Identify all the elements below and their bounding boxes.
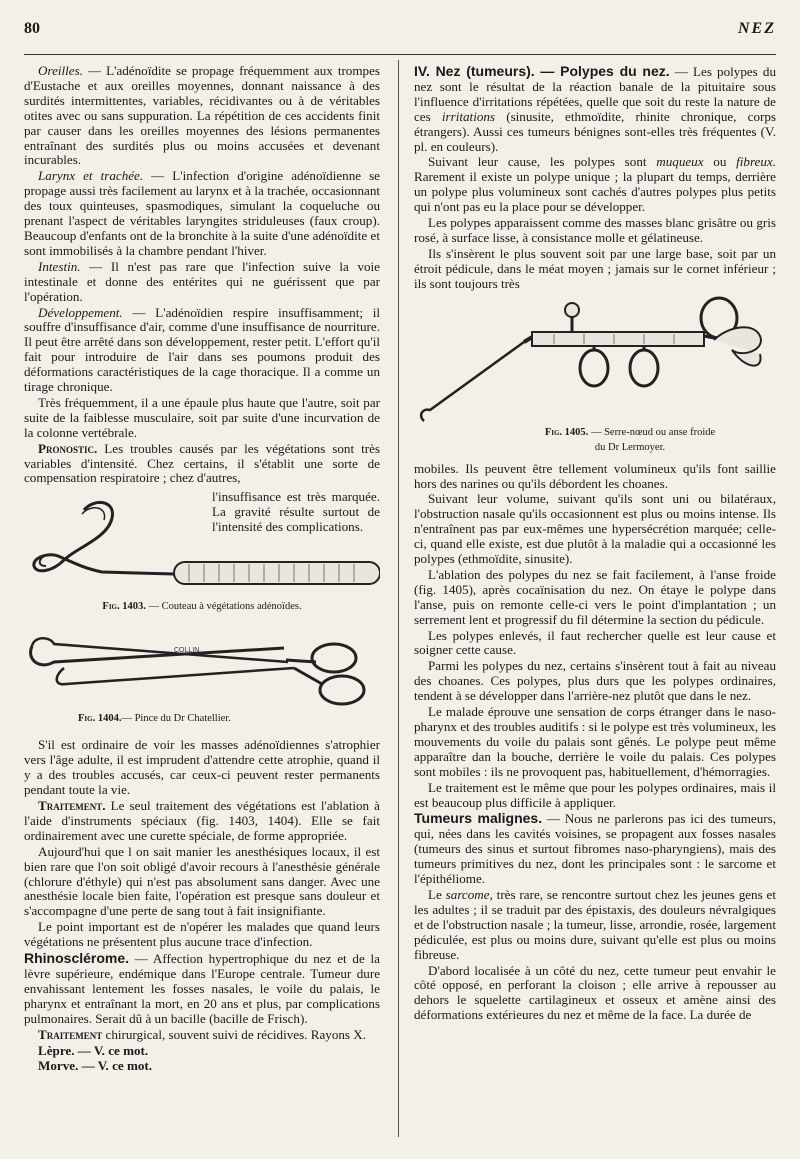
running-head: NEZ [738,20,776,37]
figure-1404-caption: Fig. 1404.— Pince du Dr Chatellier. [78,713,231,725]
paragraph-developpement: Développement. — L'adénoïdien respire insuffisamment; il souffre d'insuffisance d'air, comme d'une insuffisance de nourriture. Il peut être arrêté dans son développement, rester petit. L'effort qu'il fait pour introduire de l'air dans ses poumons produit des déformations caractéristiques de la cage thoracique. Il a comme un tirage chronique. [24,304,380,395]
paragraph-rhino-traitement: Traitement chirurgical, souvent suivi de récidives. Rayons X. [38,1026,367,1042]
paragraph-oreilles: Oreilles. — L'adénoïdite se propage fréquemment aux trompes d'Eustache et aux oreilles moyennes, donnant naissance à des surdités intermittentes, variables, récidivantes ou à de véritables otites avec ou sans suppuration. La répétition de ces accidents finit par causer dans les oreilles moyennes des lésions permanentes entraînant des surdités plus ou moins accusées et devenant incurables. [24,63,380,168]
paragraph-larynx: Larynx et trachée. — L'infection d'origine adénoïdienne se propage aussi très facilement au larynx et à la trachée, occasionnant des toux quinteuses, spasmodiques, simulant la coqueluche ou prenant l'aspect de véritables laryngites striduleuses (faux croup). Beaucoup d'enfants ont de la bronchite à la suite d'une adénoïdite et sont immobilisés à la chambre pendant l'hiver. [24,168,380,258]
header-rule [24,54,776,55]
paragraph-polypes-volume: Suivant leur volume, suivant qu'ils sont uni ou bilatéraux, l'obstruction nasale qu'ils occasionnent est plus ou moins intense. Ils n'entraînent pas par eux-mêmes une hypersécrétion marquée; celle-ci, quand elle existe, est due plutôt à la maladie qui a occasionné les polypes (ethmoïdite, sinusite). [414,491,776,567]
page-header [24,18,776,42]
page-number: 80 [24,20,40,37]
paragraph-polypes-ablation: L'ablation des polypes du nez se fait facilement, à l'anse froide (fig. 1405), après cocaïnisation du nez. On étaye le polype dans l'anse, puis on remonte celle-ci vers le point d'implantation ; un serrement lent et progressif du fil détermine la section du pédicule. [414,566,776,627]
entry-lepre: Lèpre. — V. ce mot. [38,1042,149,1058]
paragraph-pronostic: Pronostic. Les troubles causés par les végétations sont très variables d'intensité. Chez certains, il s'établit une sorte de compensation respiratoire ; chez d'autres, [24,440,380,486]
pronostic-continued: l'insuffisance est très marquée. La gravité résulte surtout de l'intensité des complications. [212,489,380,535]
chatellier-forceps-illustration [24,632,380,712]
figure-1403-caption: Fig. 1403. — Couteau à végétations adénoïdes. [102,601,302,613]
entry-morve: Morve. — V. ce mot. [38,1058,153,1074]
paragraph-polypes-enleves: Les polypes enlevés, il faut rechercher quelle est leur cause et soigner cette cause. [414,627,776,658]
paragraph-polypes-mobiles: mobiles. Ils peuvent être tellement volumineux qu'ils font saillie hors des narines ou qu'ils débordent les choanes. [414,460,776,491]
paragraph-tumeurs-malignes: Tumeurs malignes. — Nous ne parlerons pas ici des tumeurs, qui, nées dans les cavités voisines, se propagent aux fosses nasales (tumeurs des sinus et surtout fibromes naso-pharyngiens), mais des tumeurs primitives du nez, dont les principales sont : le sarcome et l'épithéliome. [414,810,776,887]
column-divider [398,60,399,1137]
paragraph-polypes-aspect: Les polypes apparaissent comme des masses blanc grisâtre ou gris rosé, à surface lisse, à consistance molle et gélatineuse. [414,215,776,245]
paragraph-polypes-choanes: Parmi les polypes du nez, certains s'insèrent tout à fait au niveau des choanes. Ces polypes, plus durs que les polypes ordinaires, tendent à se développer dans l'arrière-nez plutôt que dans le nez. [414,658,776,704]
paragraph-polypes-malade: Le malade éprouve une sensation de corps étranger dans le naso-pharynx et des troubles auditifs : si le polype est très volumineux, les mouvements du voile du palais sont gênés. Le polype peut même apparaître dan la bouche, derrière le voile du palais. Ces polypes sont mobiles : ils ne provoquent pas, habituellement, d'hémorragies. [414,704,776,779]
paragraph-localisation: D'abord localisée à un côté du nez, cette tumeur peut envahir le côté opposé, en perforant la cloison ; elle arrive à repousser au dehors le squelette cartilagineux et osseux et amène ainsi des déformations extérieures du nez et même de la face. La durée de [414,962,776,1023]
figure-1403 [24,490,380,618]
forceps-engraving: COLLIN [174,647,200,655]
figure-1404 [24,632,380,732]
paragraph-polypes-traitement: Le traitement est le même que pour les polypes ordinaires, mais il est beaucoup plus difficile à appliquer. [414,779,776,810]
paragraph-polypes-cause: Suivant leur cause, les polypes sont muqueux ou fibreux. Rarement il existe un polype unique ; la plupart du temps, derrière un polype plus volumineux sont cachés d'autres polypes plus petits qui n'ont pas eu la place pour se développer. [414,154,777,215]
paragraph-polypes-intro: IV. Nez (tumeurs). — Polypes du nez. — Les polypes du nez sont le résultat de la réaction banale de la pituitaire sous l'influence d'irritations répétées, quelle que soit du reste la nature de ces irritations (sinusite, ethmoïdite, rhinite chronique, corps étrangers). Aussi ces tumeurs bénignes sont-elles très fréquentes (V. pl. en couleurs). [414,63,776,154]
paragraph-polypes-insertion: Ils s'insèrent le plus souvent soit par une large base, soit par un étroit pédicule, dans le méat moyen ; jamais sur le cornet inférieur ; ils sont toujours très [414,245,776,291]
paragraph-atrophie: S'il est ordinaire de voir les masses adénoïdiennes s'atrophier vers l'âge adulte, il est imprudent d'attendre cette atrophie, quand il y a des troubles accusés, car ceux-ci peuvent rester permanents pendant toute la vie. [24,737,380,798]
paragraph-traitement: Traitement. Le seul traitement des végétations est l'ablation à l'aide d'instruments spéciaux (fig. 1403, 1404). Elle se fait ordinairement avec une curette spéciale, de forme appropriée. [24,798,380,843]
paragraph-anesthesie: Aujourd'hui que l on sait manier les anesthésiques locaux, il est bien rare que l'on soit obligé d'avoir recours à l'anesthésie générale (chlorure d'éthyle) qui n'est pas absolument sans danger. Avec une anesthésie locale bien faite, l'opération est presque sans douleur et s'accompagne d'une perte de sang tout à fait insignifiante. [24,843,380,919]
paragraph-intestin: Intestin. — Il n'est pas rare que l'infection suive la voie intestinale et donne des entérites qui ne guérissent que par l'opération. [24,258,380,304]
figure-1405 [414,296,776,456]
left-column [24,64,380,1075]
right-column [414,64,776,1024]
lermoyer-snare-illustration [414,296,776,426]
paragraph-rhinosclerome: Rhinosclérome. — Affection hypertrophique du nez et de la lèvre supérieure, endémique dans l'Europe centrale. Tumeur dure envahissant lentement les fosses nasales, le voile du palais, le pharynx et entraînant la mort, en 20 ans et plus, par complications pulmonaires. Serait dû à un bacille (bacille de Frisch). [24,950,380,1026]
paragraph-sarcome: Le sarcome, très rare, se rencontre surtout chez les jeunes gens et les adultes ; il se traduit par des épistaxis, des douleurs névralgiques et de l'obstruction nasale ; la tumeur, lisse, arrondie, rosée, largement pédiculée, est plus ou moins dure, suivant qu'elle est plus ou moins fibreuse. [414,886,776,962]
paragraph-epaule: Très fréquemment, il a une épaule plus haute que l'autre, soit par suite de la faiblesse musculaire, soit par suite d'une incurvation de la colonne vertébrale. [24,394,380,440]
figure-1405-caption: Fig. 1405. — Serre-nœud ou anse froide du Dr Lermoyer. [544,426,716,453]
paragraph-point-important: Le point important est de n'opérer les malades que quand leurs végétations ne présentent plus aucune trace d'infection. [24,919,380,950]
